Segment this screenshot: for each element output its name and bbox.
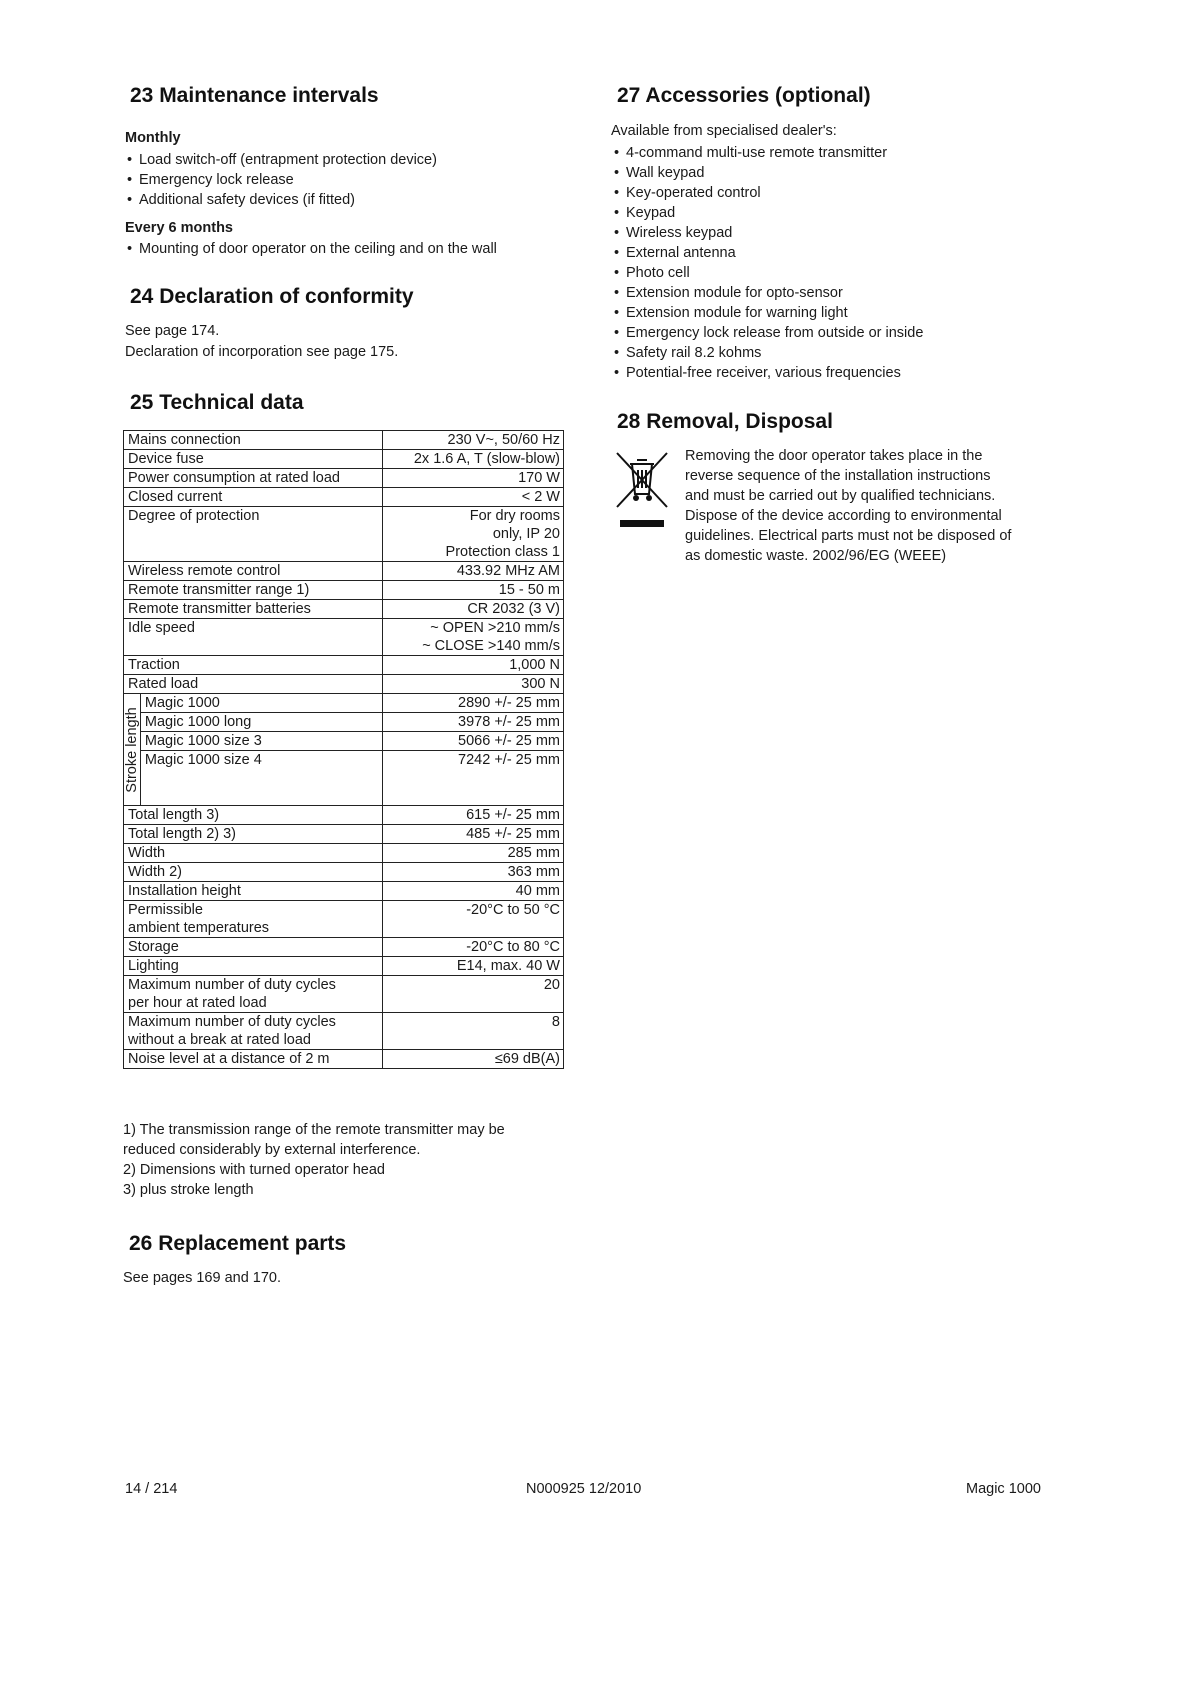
note-line: 1) The transmission range of the remote transmitter may be [123, 1122, 505, 1138]
list-item: • Extension module for opto-sensor [614, 283, 923, 303]
s23-monthly-label: Monthly [125, 130, 181, 146]
list-item: • Mounting of door operator on the ceiling and on the wall [127, 239, 497, 259]
text-line: Dispose of the device according to environmental [685, 508, 1002, 524]
s27-list [614, 143, 923, 383]
list-item: • Key-operated control [614, 183, 923, 203]
table-row [124, 600, 564, 619]
spec-label: Magic 1000 size 4 [140, 751, 382, 806]
spec-value: 363 mm [382, 863, 563, 882]
spec-label: Closed current [124, 488, 383, 507]
spec-value: 7242 +/- 25 mm [382, 751, 563, 806]
spec-label: Device fuse [124, 450, 383, 469]
s28-title: 28 Removal, Disposal [617, 410, 833, 433]
table-row [124, 844, 564, 863]
spec-value: 5066 +/- 25 mm [382, 732, 563, 751]
spec-label: Idle speed [124, 619, 383, 656]
table-row [124, 732, 564, 751]
list-item: • 4-command multi-use remote transmitter [614, 143, 923, 163]
note-line: 2) Dimensions with turned operator head [123, 1162, 385, 1178]
spec-value: -20°C to 80 °C [382, 938, 563, 957]
spec-value: E14, max. 40 W [382, 957, 563, 976]
spec-label: Magic 1000 size 3 [140, 732, 382, 751]
spec-value: 285 mm [382, 844, 563, 863]
table-row [124, 825, 564, 844]
spec-label: Remote transmitter range 1) [124, 581, 383, 600]
table-row [124, 656, 564, 675]
technical-data-table [123, 430, 564, 1069]
spec-label: Width [124, 844, 383, 863]
s28-text [685, 446, 1011, 566]
table-row [124, 751, 564, 806]
spec-label: Noise level at a distance of 2 m [124, 1050, 383, 1069]
spec-label: Permissible ambient temperatures [124, 901, 383, 938]
s24-line2: Declaration of incorporation see page 175. [125, 344, 399, 360]
table-row [124, 431, 564, 450]
spec-label: Maximum number of duty cycles without a break at rated load [124, 1013, 383, 1050]
list-item: • Keypad [614, 203, 923, 223]
spec-value: < 2 W [382, 488, 563, 507]
s27-title: 27 Accessories (optional) [617, 84, 871, 107]
note-line: 3) plus stroke length [123, 1182, 254, 1198]
table-row [124, 938, 564, 957]
text-line: and must be carried out by qualified technicians. [685, 488, 996, 504]
spec-label: Magic 1000 long [140, 713, 382, 732]
text-line: reverse sequence of the installation instructions [685, 468, 991, 484]
s23-monthly-list [127, 150, 437, 210]
list-item: • Wireless keypad [614, 223, 923, 243]
spec-value: For dry rooms only, IP 20 Protection class 1 [382, 507, 563, 562]
spec-value: 433.92 MHz AM [382, 562, 563, 581]
spec-value: 230 V~, 50/60 Hz [382, 431, 563, 450]
spec-value: 615 +/- 25 mm [382, 806, 563, 825]
table-row [124, 806, 564, 825]
table-row [124, 1013, 564, 1050]
table-row [124, 469, 564, 488]
spec-value: ~ OPEN >210 mm/s ~ CLOSE >140 mm/s [382, 619, 563, 656]
stroke-length-group-label [124, 694, 141, 806]
spec-value: 170 W [382, 469, 563, 488]
spec-value: 300 N [382, 675, 563, 694]
spec-label: Power consumption at rated load [124, 469, 383, 488]
spec-label: Total length 3) [124, 806, 383, 825]
table-row [124, 694, 564, 713]
spec-label: Maximum number of duty cycles per hour at rated load [124, 976, 383, 1013]
footer-doc-number: N000925 12/2010 [526, 1481, 642, 1497]
spec-label: Rated load [124, 675, 383, 694]
footer-page-number: 14 / 214 [125, 1481, 178, 1497]
spec-value: 20 [382, 976, 563, 1013]
table-row [124, 882, 564, 901]
list-item: • Wall keypad [614, 163, 923, 183]
spec-label: Wireless remote control [124, 562, 383, 581]
table-row [124, 1050, 564, 1069]
table-row [124, 901, 564, 938]
s25-title: 25 Technical data [130, 391, 304, 414]
s24-title: 24 Declaration of conformity [130, 285, 414, 308]
stroke-length-text: Stroke length [123, 706, 140, 793]
spec-value: CR 2032 (3 V) [382, 600, 563, 619]
table-row [124, 675, 564, 694]
list-item: • Load switch-off (entrapment protection device) [127, 150, 437, 170]
spec-value: 1,000 N [382, 656, 563, 675]
weee-crossed-bin-icon [614, 450, 670, 530]
s23-six-months-list [127, 239, 497, 259]
spec-label: Total length 2) 3) [124, 825, 383, 844]
spec-label: Traction [124, 656, 383, 675]
text-line: as domestic waste. 2002/96/EG (WEEE) [685, 548, 947, 564]
table-row [124, 976, 564, 1013]
table-row [124, 562, 564, 581]
spec-label: Width 2) [124, 863, 383, 882]
table-row [124, 713, 564, 732]
table-row [124, 507, 564, 562]
spec-value: -20°C to 50 °C [382, 901, 563, 938]
footer-product: Magic 1000 [966, 1481, 1041, 1497]
list-item: • Extension module for warning light [614, 303, 923, 323]
list-item: • Safety rail 8.2 kohms [614, 343, 923, 363]
table-row [124, 863, 564, 882]
spec-label: Storage [124, 938, 383, 957]
spec-value: 2x 1.6 A, T (slow-blow) [382, 450, 563, 469]
spec-value: 3978 +/- 25 mm [382, 713, 563, 732]
spec-label: Installation height [124, 882, 383, 901]
list-item: • Additional safety devices (if fitted) [127, 190, 437, 210]
spec-value: ≤69 dB(A) [382, 1050, 563, 1069]
list-item: • Potential-free receiver, various frequencies [614, 363, 923, 383]
list-item: • Emergency lock release [127, 170, 437, 190]
spec-value: 8 [382, 1013, 563, 1050]
table-row [124, 619, 564, 656]
spec-value: 15 - 50 m [382, 581, 563, 600]
spec-label: Lighting [124, 957, 383, 976]
list-item: • Photo cell [614, 263, 923, 283]
s27-intro: Available from specialised dealer's: [611, 123, 837, 139]
spec-label: Magic 1000 [140, 694, 382, 713]
table-row [124, 581, 564, 600]
spec-value: 40 mm [382, 882, 563, 901]
table-row [124, 450, 564, 469]
spec-label: Remote transmitter batteries [124, 600, 383, 619]
spec-label: Degree of protection [124, 507, 383, 562]
spec-value: 485 +/- 25 mm [382, 825, 563, 844]
text-line: guidelines. Electrical parts must not be disposed of [685, 528, 1012, 544]
list-item: • Emergency lock release from outside or inside [614, 323, 923, 343]
s23-six-months-label: Every 6 months [125, 220, 233, 236]
table-row [124, 488, 564, 507]
list-item: • External antenna [614, 243, 923, 263]
s23-title: 23 Maintenance intervals [130, 84, 379, 107]
s25-notes [123, 1120, 505, 1200]
s26-title: 26 Replacement parts [129, 1232, 347, 1255]
note-line: reduced considerably by external interference. [123, 1142, 421, 1158]
text-line: Removing the door operator takes place in the [685, 448, 983, 464]
s24-line1: See page 174. [125, 323, 220, 339]
table-row [124, 957, 564, 976]
s26-line1: See pages 169 and 170. [123, 1270, 282, 1286]
spec-value: 2890 +/- 25 mm [382, 694, 563, 713]
spec-label: Mains connection [124, 431, 383, 450]
